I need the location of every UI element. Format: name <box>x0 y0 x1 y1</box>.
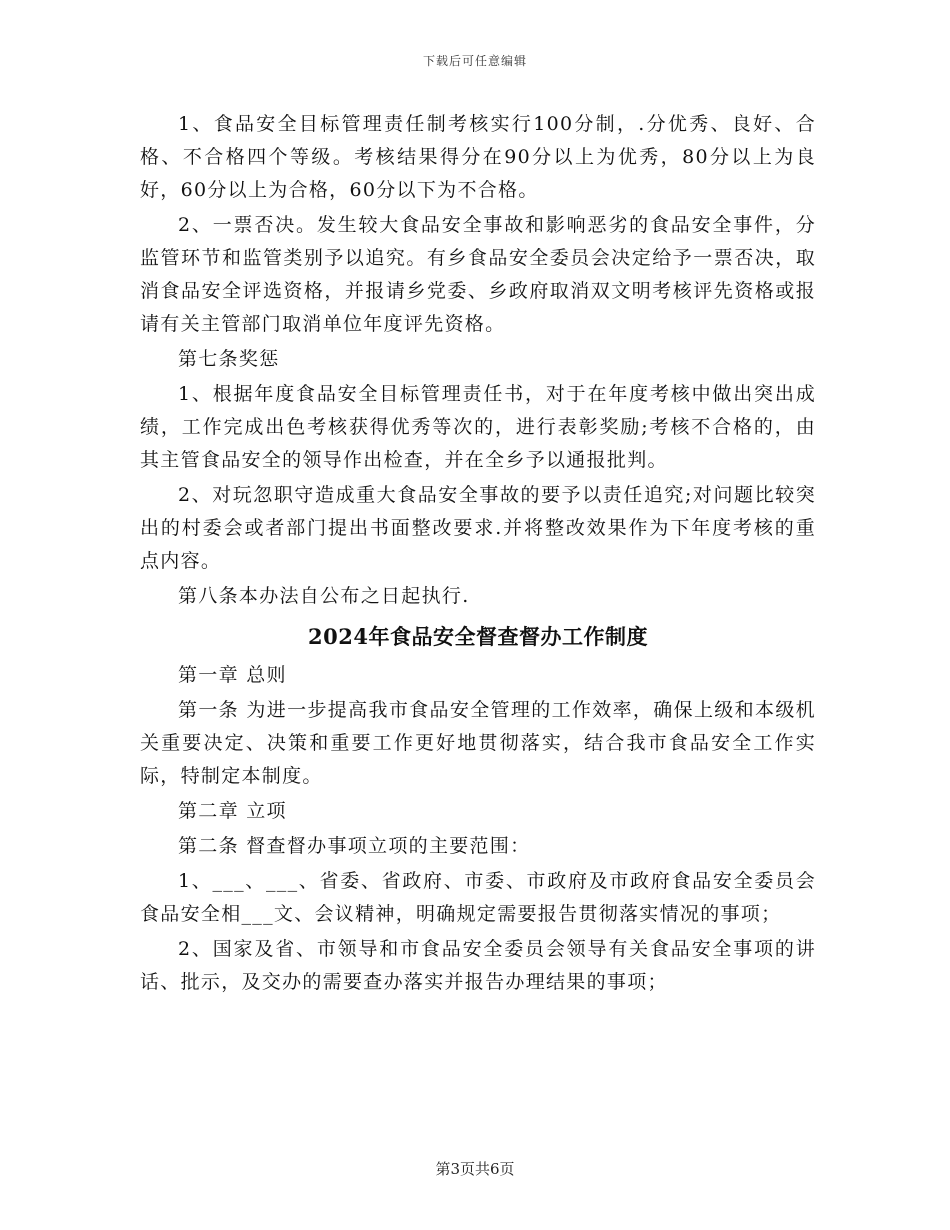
page-footer: 第3页共6页 <box>435 1160 515 1178</box>
chapter-heading: 第一章 总则 <box>178 664 287 686</box>
paragraph: 2、一票否决。发生较大食品安全事故和影响恶劣的食品安全事件，分监管环节和监管类别予以追究。有乡食品安全委员会决定给予一票否决，取消食品安全评选资格，并报请乡党委、乡政府取消双文明考核评先资格或报请有关主管部门取消单位年度评先资格。 <box>140 214 816 335</box>
paragraph: 2、对玩忽职守造成重大食品安全事故的要予以责任追究;对问题比较突出的村委会或者部门提出书面整改要求.并将整改效果作为下年度考核的重点内容。 <box>140 484 816 572</box>
article-heading: 第二条 督查督办事项立项的主要范围： <box>178 835 531 857</box>
document-title: 2024年食品安全督查督办工作制度 <box>308 624 648 649</box>
paragraph: 第一条 为进一步提高我市食品安全管理的工作效率，确保上级和本级机关重要决定、决策和重要工作更好地贯彻落实，结合我市食品安全工作实际，特制定本制度。 <box>140 699 816 787</box>
chapter-heading: 第二章 立项 <box>178 800 287 822</box>
header-note: 下载后可任意编辑 <box>422 54 527 68</box>
paragraph: 2、国家及省、市领导和市食品安全委员会领导有关食品安全事项的讲话、批示，及交办的需要查办落实并报告办理结果的事项； <box>140 938 816 993</box>
paragraph: 第八条本办法自公布之日起执行. <box>178 585 470 607</box>
paragraph: 1、食品安全目标管理责任制考核实行100分制，.分优秀、良好、合格、不合格四个等级。考核结果得分在90分以上为优秀，80分以上为良好，60分以上为合格，60分以下为不合格。 <box>140 113 816 201</box>
paragraph: 1、___、___、省委、省政府、市委、市政府及市政府食品安全委员会食品安全相___文、会议精神，明确规定需要报告贯彻落实情况的事项； <box>140 870 816 925</box>
document-body <box>140 108 816 1001</box>
article-heading: 第七条奖惩 <box>178 348 280 370</box>
paragraph: 1、根据年度食品安全目标管理责任书，对于在年度考核中做出突出成绩，工作完成出色考核获得优秀等次的，进行表彰奖励;考核不合格的，由其主管食品安全的领导作出检查，并在全乡予以通报批判。 <box>140 383 816 471</box>
